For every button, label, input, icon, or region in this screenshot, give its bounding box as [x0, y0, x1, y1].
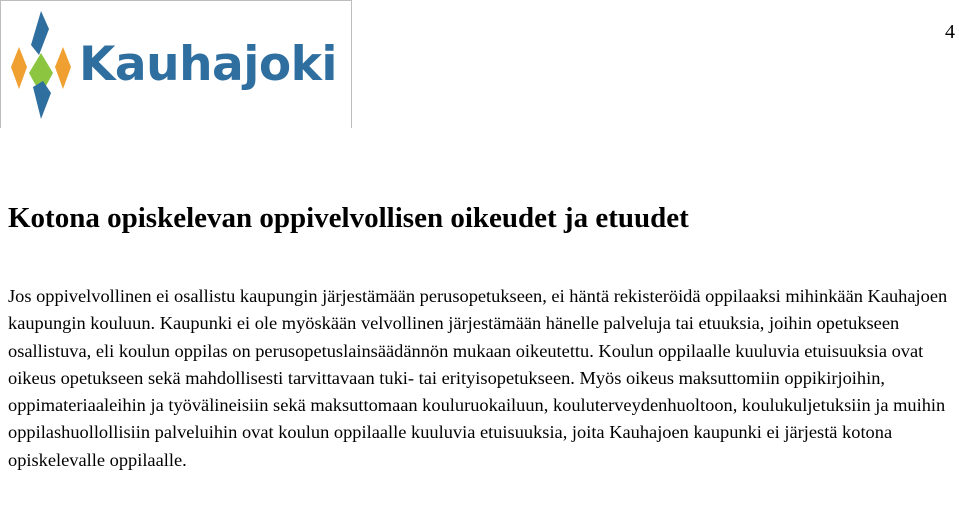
page-title: Kotona opiskelevan oppivelvollisen oikeudet ja etuudet [8, 202, 689, 234]
logo-frame [0, 0, 352, 128]
kauhajoki-emblem-icon [9, 9, 73, 121]
page-number: 4 [945, 21, 955, 43]
logo-wordmark: Kauhajoki [79, 37, 338, 92]
body-paragraph: Jos oppivelvollinen ei osallistu kaupungin järjestämään perusopetukseen, ei häntä rekisteröidä oppilaaksi mihinkään Kauhajoen kaupungin kouluun. Kaupunki ei ole myöskään velvollinen järjestämään hänelle palveluja tai etuuksia, joihin opetukseen osallistuva, eli koulun oppilas on perusopetuslainsäädännön mukaan oikeutettu. Koulun oppilaalle kuuluvia etuisuuksia ovat oikeus opetukseen sekä mahdollisesti tarvittavaan tuki- tai erityisopetukseen. Myös oikeus maksuttomiin oppikirjoihin, oppimateriaaleihin ja työvälineisiin sekä maksuttomaan kouluruokailuun, kouluterveydenhuoltoon, koulukuljetuksiin ja muihin oppilashuollollisiin palveluihin ovat koulun oppilaalle kuuluvia etuisuuksia, joita Kauhajoen kaupunki ei järjestä kotona opiskelevalle oppilaalle. [8, 286, 948, 470]
